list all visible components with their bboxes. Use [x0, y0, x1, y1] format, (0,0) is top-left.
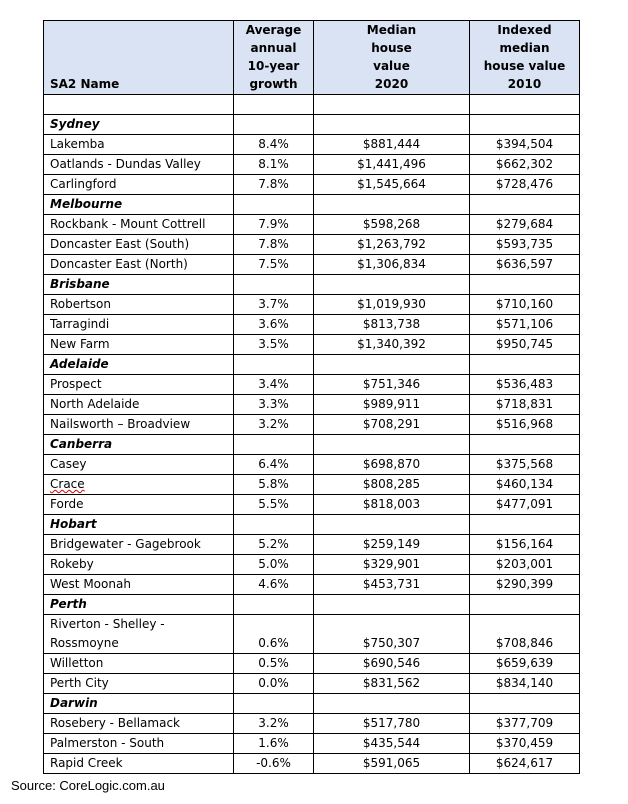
house-value-growth-table [43, 20, 580, 774]
indexed-2010-cell: $375,568 [470, 455, 580, 475]
growth-cell: 8.4% [234, 135, 314, 155]
median-2020-cell [314, 115, 470, 135]
growth-cell: 7.5% [234, 255, 314, 275]
sa2-name-cell: Melbourne [44, 195, 234, 215]
median-2020-cell: $818,003 [314, 495, 470, 515]
growth-cell: 5.2% [234, 535, 314, 555]
growth-cell: 8.1% [234, 155, 314, 175]
sa2-name-cell: Riverton - Shelley - Rossmoyne [44, 615, 234, 654]
table-row [44, 315, 580, 335]
growth-cell: 0.5% [234, 654, 314, 674]
indexed-2010-cell: $477,091 [470, 495, 580, 515]
indexed-2010-cell [470, 515, 580, 535]
sa2-name-cell: Doncaster East (North) [44, 255, 234, 275]
growth-cell: 0.0% [234, 674, 314, 694]
header-median-2020: Median house value 2020 [314, 21, 470, 95]
table-row [44, 575, 580, 595]
indexed-2010-cell: $728,476 [470, 175, 580, 195]
indexed-2010-cell: $536,483 [470, 375, 580, 395]
median-2020-cell: $453,731 [314, 575, 470, 595]
sa2-name-cell: Forde [44, 495, 234, 515]
indexed-2010-cell [470, 95, 580, 115]
indexed-2010-cell: $370,459 [470, 734, 580, 754]
table-row [44, 475, 580, 495]
source-caption: Source: CoreLogic.com.au [11, 778, 165, 793]
median-2020-cell [314, 275, 470, 295]
indexed-2010-cell: $279,684 [470, 215, 580, 235]
sa2-name-cell: Doncaster East (South) [44, 235, 234, 255]
median-2020-cell: $1,019,930 [314, 295, 470, 315]
indexed-2010-cell: $394,504 [470, 135, 580, 155]
median-2020-cell: $808,285 [314, 475, 470, 495]
growth-cell [234, 515, 314, 535]
sa2-name-cell: Perth [44, 595, 234, 615]
table-row [44, 455, 580, 475]
indexed-2010-cell [470, 195, 580, 215]
median-2020-cell [314, 355, 470, 375]
indexed-2010-cell: $710,160 [470, 295, 580, 315]
growth-cell [234, 595, 314, 615]
sa2-name-cell: Oatlands - Dundas Valley [44, 155, 234, 175]
indexed-2010-cell: $571,106 [470, 315, 580, 335]
sa2-name-cell: Sydney [44, 115, 234, 135]
growth-cell [234, 435, 314, 455]
median-2020-cell [314, 195, 470, 215]
growth-cell: 3.2% [234, 415, 314, 435]
median-2020-cell [314, 435, 470, 455]
region-header-row [44, 515, 580, 535]
median-2020-cell [314, 515, 470, 535]
indexed-2010-cell: $834,140 [470, 674, 580, 694]
indexed-2010-cell: $290,399 [470, 575, 580, 595]
indexed-2010-cell: $516,968 [470, 415, 580, 435]
indexed-2010-cell: $636,597 [470, 255, 580, 275]
table-row [44, 235, 580, 255]
table-row [44, 175, 580, 195]
growth-cell: 5.8% [234, 475, 314, 495]
growth-cell: 4.6% [234, 575, 314, 595]
indexed-2010-cell: $708,846 [470, 615, 580, 654]
sa2-name-cell: Hobart [44, 515, 234, 535]
median-2020-cell: $751,346 [314, 375, 470, 395]
median-2020-cell: $1,441,496 [314, 155, 470, 175]
median-2020-cell: $1,545,664 [314, 175, 470, 195]
indexed-2010-cell [470, 694, 580, 714]
sa2-name-cell: Lakemba [44, 135, 234, 155]
sa2-name-cell: Bridgewater - Gagebrook [44, 535, 234, 555]
growth-cell: 5.5% [234, 495, 314, 515]
sa2-name-cell: North Adelaide [44, 395, 234, 415]
region-header-row [44, 275, 580, 295]
table-row [44, 495, 580, 515]
sa2-name-cell [44, 475, 234, 495]
indexed-2010-cell [470, 435, 580, 455]
indexed-2010-cell: $156,164 [470, 535, 580, 555]
median-2020-cell: $1,340,392 [314, 335, 470, 355]
growth-cell: 7.8% [234, 175, 314, 195]
median-2020-cell: $1,306,834 [314, 255, 470, 275]
median-2020-cell: $831,562 [314, 674, 470, 694]
median-2020-cell [314, 694, 470, 714]
header-sa2-name: SA2 Name [44, 21, 234, 95]
indexed-2010-cell [470, 275, 580, 295]
median-2020-cell: $259,149 [314, 535, 470, 555]
region-header-row [44, 195, 580, 215]
table-row [44, 535, 580, 555]
header-indexed-2010: Indexed median house value 2010 [470, 21, 580, 95]
spellcheck-flagged-text: Crace [50, 477, 85, 491]
median-2020-cell: $329,901 [314, 555, 470, 575]
growth-cell: 3.3% [234, 395, 314, 415]
median-2020-cell [314, 95, 470, 115]
indexed-2010-cell: $593,735 [470, 235, 580, 255]
growth-cell: 3.2% [234, 714, 314, 734]
table-body [44, 95, 580, 774]
blank-row [44, 95, 580, 115]
table-header-row [44, 21, 580, 95]
median-2020-cell: $881,444 [314, 135, 470, 155]
median-2020-cell: $813,738 [314, 315, 470, 335]
growth-cell [234, 275, 314, 295]
median-2020-cell: $591,065 [314, 754, 470, 774]
growth-cell [234, 195, 314, 215]
median-2020-cell: $435,544 [314, 734, 470, 754]
sa2-name-cell [44, 95, 234, 115]
sa2-name-cell: Canberra [44, 435, 234, 455]
region-header-row [44, 595, 580, 615]
sa2-name-cell: Carlingford [44, 175, 234, 195]
indexed-2010-cell: $718,831 [470, 395, 580, 415]
indexed-2010-cell: $203,001 [470, 555, 580, 575]
growth-cell: 5.0% [234, 555, 314, 575]
growth-cell: -0.6% [234, 754, 314, 774]
indexed-2010-cell [470, 595, 580, 615]
sa2-name-cell: Willetton [44, 654, 234, 674]
growth-cell: 0.6% [234, 615, 314, 654]
median-2020-cell: $690,546 [314, 654, 470, 674]
growth-cell: 3.7% [234, 295, 314, 315]
median-2020-cell: $708,291 [314, 415, 470, 435]
table-row [44, 615, 580, 654]
table-row [44, 555, 580, 575]
header-growth: Average annual 10-year growth [234, 21, 314, 95]
growth-cell [234, 115, 314, 135]
table-row [44, 215, 580, 235]
sa2-name-cell: Tarragindi [44, 315, 234, 335]
table-row [44, 654, 580, 674]
table-row [44, 674, 580, 694]
table-row [44, 135, 580, 155]
sa2-name-cell: Darwin [44, 694, 234, 714]
table-row [44, 255, 580, 275]
indexed-2010-cell: $950,745 [470, 335, 580, 355]
indexed-2010-cell: $659,639 [470, 654, 580, 674]
growth-cell: 7.8% [234, 235, 314, 255]
growth-cell: 3.4% [234, 375, 314, 395]
median-2020-cell: $698,870 [314, 455, 470, 475]
growth-cell: 7.9% [234, 215, 314, 235]
sa2-name-cell: Nailsworth – Broadview [44, 415, 234, 435]
median-2020-cell: $750,307 [314, 615, 470, 654]
growth-cell [234, 95, 314, 115]
sa2-name-cell: Palmerston - South [44, 734, 234, 754]
sa2-name-cell: Rapid Creek [44, 754, 234, 774]
median-2020-cell [314, 595, 470, 615]
sa2-name-cell: Rosebery - Bellamack [44, 714, 234, 734]
growth-cell [234, 694, 314, 714]
median-2020-cell: $989,911 [314, 395, 470, 415]
sa2-name-cell: Robertson [44, 295, 234, 315]
median-2020-cell: $1,263,792 [314, 235, 470, 255]
growth-cell [234, 355, 314, 375]
sa2-name-cell: West Moonah [44, 575, 234, 595]
sa2-name-cell: Brisbane [44, 275, 234, 295]
growth-cell: 1.6% [234, 734, 314, 754]
sa2-name-cell: New Farm [44, 335, 234, 355]
table-row [44, 714, 580, 734]
table-row [44, 395, 580, 415]
indexed-2010-cell: $377,709 [470, 714, 580, 734]
table-row [44, 754, 580, 774]
region-header-row [44, 694, 580, 714]
indexed-2010-cell: $662,302 [470, 155, 580, 175]
region-header-row [44, 435, 580, 455]
table-row [44, 335, 580, 355]
region-header-row [44, 115, 580, 135]
indexed-2010-cell: $460,134 [470, 475, 580, 495]
median-2020-cell: $598,268 [314, 215, 470, 235]
growth-cell: 6.4% [234, 455, 314, 475]
table-row [44, 155, 580, 175]
sa2-name-cell: Rokeby [44, 555, 234, 575]
sa2-name-cell: Perth City [44, 674, 234, 694]
table-row [44, 734, 580, 754]
sa2-name-cell: Adelaide [44, 355, 234, 375]
table-row [44, 415, 580, 435]
sa2-name-cell: Rockbank - Mount Cottrell [44, 215, 234, 235]
growth-cell: 3.5% [234, 335, 314, 355]
table-row [44, 295, 580, 315]
indexed-2010-cell [470, 355, 580, 375]
median-2020-cell: $517,780 [314, 714, 470, 734]
sa2-name-cell: Casey [44, 455, 234, 475]
indexed-2010-cell [470, 115, 580, 135]
growth-cell: 3.6% [234, 315, 314, 335]
sa2-name-cell: Prospect [44, 375, 234, 395]
region-header-row [44, 355, 580, 375]
table-row [44, 375, 580, 395]
indexed-2010-cell: $624,617 [470, 754, 580, 774]
